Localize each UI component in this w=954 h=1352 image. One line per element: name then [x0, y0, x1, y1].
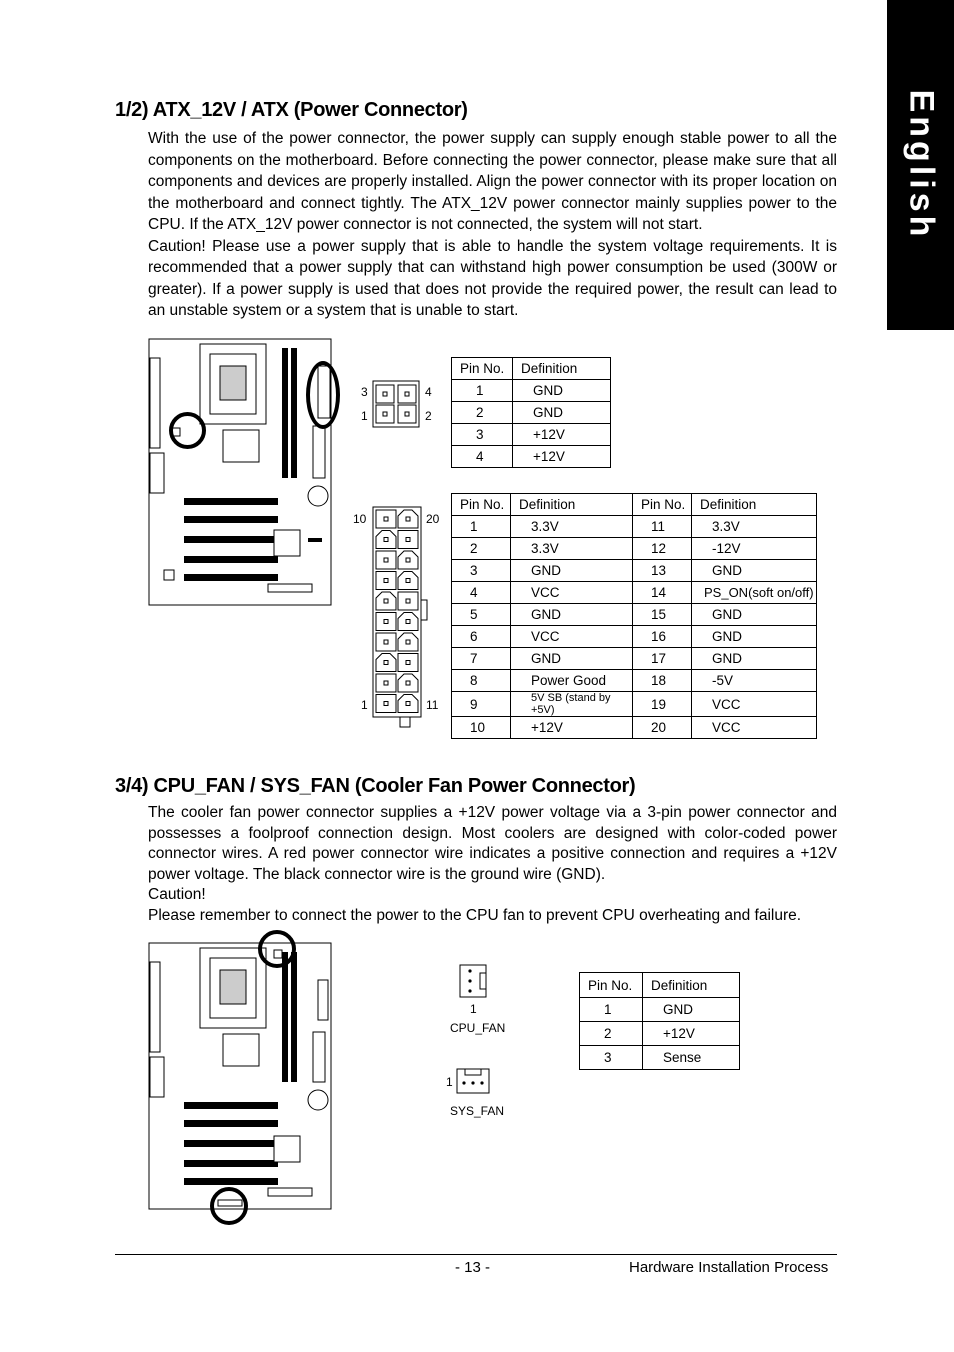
pin-cell: 5 [452, 604, 511, 626]
pin-cell: 3 [452, 424, 513, 446]
pin-cell: 1 [452, 380, 513, 402]
definition-cell: GND [692, 648, 817, 670]
pin-cell: 4 [452, 446, 513, 468]
sys-fan-pin-label: 1 [446, 1075, 453, 1089]
atx-pin-label-10: 10 [353, 512, 367, 526]
atx12v-pin-label-3: 3 [361, 385, 368, 399]
table-row [452, 582, 817, 604]
table-row [452, 424, 611, 446]
section2-paragraph1: The cooler fan power connector supplies a +12V power voltage via a 3-pin power connector and possesses a foolproof connection design. Most coolers are designed with color-coded power connector wires. A red power connector wire indicates a positive connection and requires a +12V power voltage. The black connector wire is the ground wire (GND). [148, 804, 837, 883]
table-row [580, 1022, 740, 1046]
definition-cell: 5V SB (stand by +5V) [511, 692, 633, 717]
atx12v-connector-highlight [169, 412, 206, 449]
pin-cell: 10 [452, 717, 511, 739]
definition-cell: GND [511, 604, 633, 626]
atx-connector-highlight [306, 361, 340, 429]
table-row [452, 516, 817, 538]
pin-cell: 17 [633, 648, 692, 670]
table-header: Definition [513, 358, 611, 380]
definition-cell: PS_ON(soft on/off) [692, 582, 817, 604]
section2-heading: 3/4) CPU_FAN / SYS_FAN (Cooler Fan Power Connector) [115, 775, 636, 797]
pin-cell: 3 [580, 1046, 643, 1070]
cpu-fan-highlight [258, 930, 296, 968]
language-tab-label: English [902, 89, 940, 241]
table-row [452, 670, 817, 692]
table-header: Pin No. [633, 494, 692, 516]
definition-cell: GND [692, 604, 817, 626]
footer-rule [115, 1254, 837, 1255]
cpu-fan-pin-label: 1 [470, 1002, 477, 1016]
section1-heading: 1/2) ATX_12V / ATX (Power Connector) [115, 99, 468, 121]
atx12v-pin-table [451, 357, 611, 468]
pin-cell: 2 [452, 538, 511, 560]
atx-20pin-shape [370, 505, 430, 735]
definition-cell: 3.3V [692, 516, 817, 538]
definition-cell: VCC [692, 692, 817, 717]
footer-section-title: Hardware Installation Process [629, 1259, 829, 1276]
pin-cell: 13 [633, 560, 692, 582]
section1-paragraph2: Caution! Please use a power supply that is able to handle the system voltage requirements. It is recommended that a power supply that can withstand high power consumption be used (300W or greater). If a power supply is used that does not provide the required power, the result can lead to an unstable system or a system that is unable to start. [148, 237, 837, 319]
table-row [452, 380, 611, 402]
atx-pin-label-1: 1 [361, 698, 368, 712]
definition-cell: VCC [511, 626, 633, 648]
pin-cell: 7 [452, 648, 511, 670]
table-row [580, 998, 740, 1022]
definition-cell: Power Good [511, 670, 633, 692]
definition-cell: Sense [643, 1046, 740, 1070]
pin-cell: 18 [633, 670, 692, 692]
atx12v-pin-label-2: 2 [425, 409, 432, 423]
section2-caution: Caution! [148, 886, 206, 903]
definition-cell: VCC [692, 717, 817, 739]
pin-cell: 2 [452, 402, 513, 424]
pin-cell: 4 [452, 582, 511, 604]
table-row [452, 604, 817, 626]
definition-cell: GND [513, 380, 611, 402]
sys-fan-highlight [210, 1187, 248, 1225]
pin-cell: 3 [452, 560, 511, 582]
definition-cell: -12V [692, 538, 817, 560]
section2-body [148, 803, 837, 926]
atx-pin-label-11: 11 [426, 698, 439, 712]
pin-cell: 8 [452, 670, 511, 692]
pin-cell: 11 [633, 516, 692, 538]
table-row [452, 626, 817, 648]
pin-cell: 1 [580, 998, 643, 1022]
definition-cell: GND [692, 626, 817, 648]
pin-cell: 19 [633, 692, 692, 717]
definition-cell: -5V [692, 670, 817, 692]
table-row [452, 446, 611, 468]
atx12v-pin-label-1: 1 [361, 409, 368, 423]
pin-cell: 20 [633, 717, 692, 739]
definition-cell: GND [513, 402, 611, 424]
pin-cell: 14 [633, 582, 692, 604]
table-row [452, 692, 817, 717]
section2-paragraph2: Please remember to connect the power to the CPU fan to prevent CPU overheating and failure. [148, 906, 802, 924]
atx-pin-table [451, 493, 817, 739]
atx-pin-label-20: 20 [426, 512, 440, 526]
definition-cell: GND [511, 648, 633, 670]
atx12v-pin-label-4: 4 [425, 385, 432, 399]
section1-body [148, 128, 837, 322]
page-number: - 13 - [455, 1259, 491, 1276]
table-header: Definition [643, 973, 740, 998]
definition-cell: +12V [513, 424, 611, 446]
table-row [452, 648, 817, 670]
pin-cell: 12 [633, 538, 692, 560]
definition-cell: 3.3V [511, 516, 633, 538]
table-header: Definition [511, 494, 633, 516]
definition-cell: +12V [643, 1022, 740, 1046]
table-header: Definition [692, 494, 817, 516]
table-header: Pin No. [452, 358, 513, 380]
definition-cell: +12V [511, 717, 633, 739]
table-row [452, 402, 611, 424]
sys-fan-label: SYS_FAN [450, 1104, 505, 1118]
pin-cell: 16 [633, 626, 692, 648]
table-header: Pin No. [580, 973, 643, 998]
fan-pin-table [579, 972, 740, 1070]
table-row [452, 538, 817, 560]
definition-cell: GND [643, 998, 740, 1022]
definition-cell: GND [511, 560, 633, 582]
table-row [452, 717, 817, 739]
definition-cell: VCC [511, 582, 633, 604]
definition-cell: GND [692, 560, 817, 582]
definition-cell: 3.3V [511, 538, 633, 560]
table-row [580, 1046, 740, 1070]
pin-cell: 9 [452, 692, 511, 717]
definition-cell: +12V [513, 446, 611, 468]
pin-cell: 1 [452, 516, 511, 538]
cpu-fan-label: CPU_FAN [450, 1021, 506, 1035]
table-row [452, 560, 817, 582]
pin-cell: 6 [452, 626, 511, 648]
table-header: Pin No. [452, 494, 511, 516]
pin-cell: 2 [580, 1022, 643, 1046]
language-tab [887, 0, 954, 330]
pin-cell: 15 [633, 604, 692, 626]
section1-paragraph1: With the use of the power connector, the power supply can supply enough stable power to all the components on the motherboard. Before connecting the power connector, please make sure that all components and devices are properly installed. Align the power connector with its proper location on the motherboard and connect tightly. The ATX_12V power connector mainly supplies power to the CPU. If the ATX_12V power connector is not connected, the system will not start. [148, 130, 837, 233]
